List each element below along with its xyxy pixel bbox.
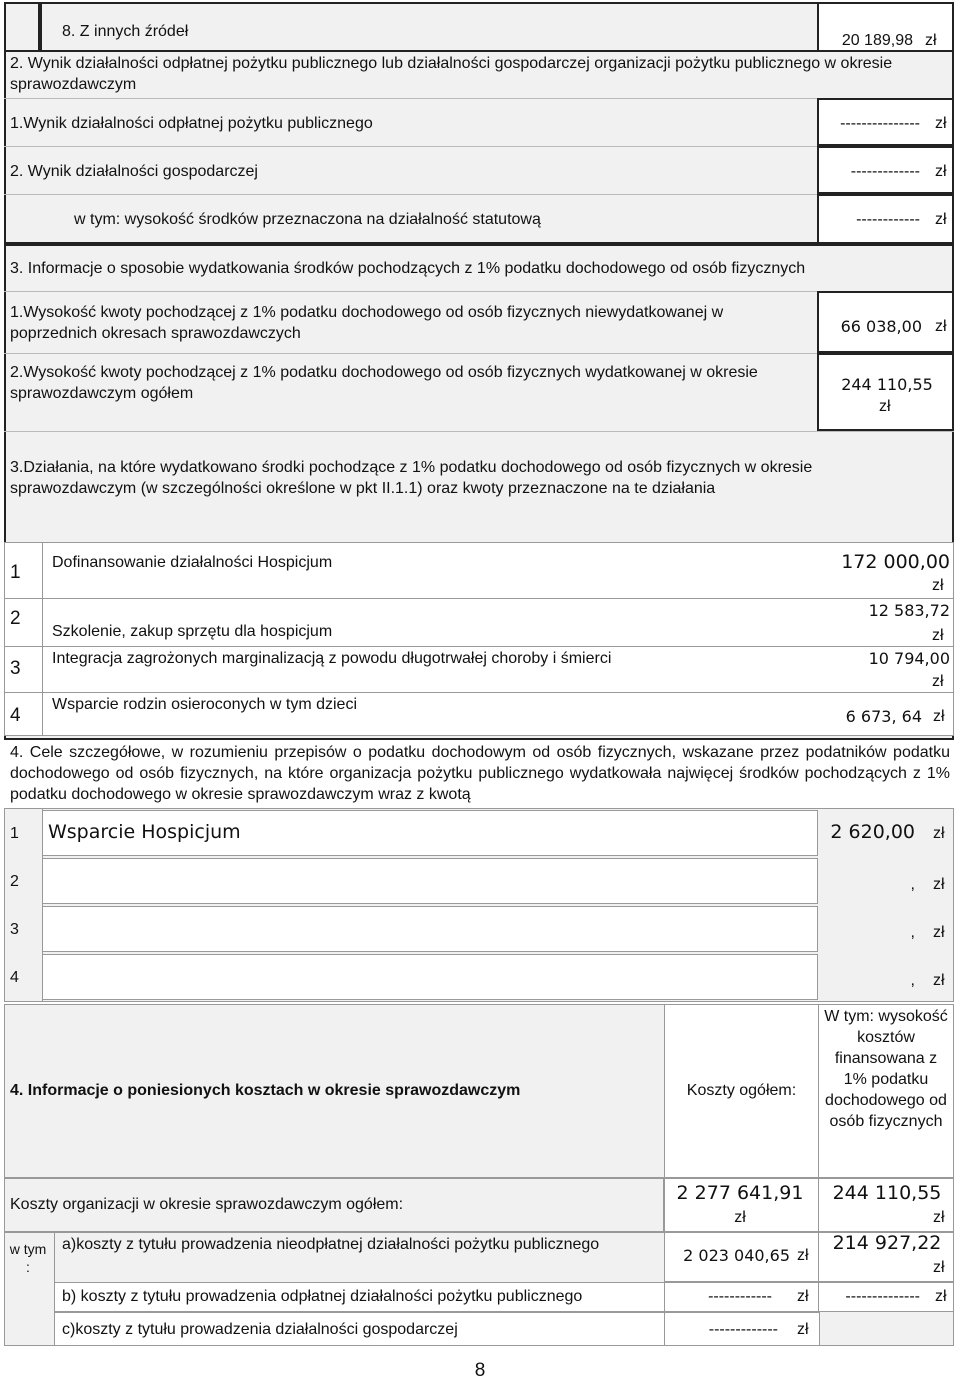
other-sources-currency: zł — [925, 32, 937, 49]
costs-paid-label: b) koszty z tytułu prowadzenia odpłatnej działalności pożytku publicznego — [62, 1288, 583, 1305]
activity-amount: 6 673, 64 — [845, 707, 922, 726]
goal-currency: zł — [933, 924, 945, 941]
activity-label: Wsparcie rodzin osieroconych w tym dzieci — [52, 696, 357, 713]
unspent-1pct-prev-currency: zł — [935, 318, 947, 335]
costs-paid-1pct-amount: -------------- — [845, 1288, 920, 1305]
detailed-goals-header: 4. Cele szczegółowe, w rozumieniu przepisów o podatku dochodowym od osób fizycznych, wskazane przez podatników podatku dochodowego od osób fizycznych, na które organizacja pożytku publicznego wydatkowała najwięcej środków pochodzących z 1% podatku dochodowego w okresie sprawozdawczym wraz z kwotą — [10, 744, 950, 803]
activity-number: 4 — [10, 705, 21, 726]
result-business-amount: ------------- — [850, 163, 920, 180]
activity-currency: zł — [932, 627, 944, 644]
costs-nonprofit-1pct-currency: zł — [933, 1259, 945, 1276]
statutory-allocation-currency: zł — [935, 211, 947, 228]
costs-total-label: Koszty organizacji w okresie sprawozdawczym ogółem: — [10, 1196, 404, 1213]
costs-1pct-heading: W tym: wysokość kosztów finansowana z 1% podatku dochodowego od osób fizycznych — [824, 1008, 948, 1130]
spent-1pct-total-label: 2.Wysokość kwoty pochodzącej z 1% podatku dochodowego od osób fizycznych wydatkowanej w okresie sprawozdawczym ogółem — [10, 364, 758, 402]
unspent-1pct-prev-label: 1.Wysokość kwoty pochodzącej z 1% podatku dochodowego od osób fizycznych niewydatkowanej w poprzednich okresach sprawozdawczych — [10, 304, 724, 342]
spent-1pct-total-amount: 244 110,55 — [841, 375, 933, 394]
activity-amount: 12 583,72 — [868, 601, 950, 620]
costs-total-heading: Koszty ogółem: — [686, 1082, 797, 1099]
activity-amount: 172 000,00 — [841, 551, 950, 573]
goal-number: 2 — [10, 873, 19, 890]
result-business-currency: zł — [935, 163, 947, 180]
other-sources-label: 8. Z innych źródeł — [62, 23, 189, 40]
goal-amount: , — [910, 876, 915, 893]
goal-currency: zł — [933, 972, 945, 989]
costs-nonprofit-amount: 2 023 040,65 — [683, 1246, 790, 1265]
page-number: 8 — [474, 1360, 486, 1381]
activity-number: 3 — [10, 658, 21, 679]
activities-header: 3.Działania, na które wydatkowano środki pochodzące z 1% podatku dochodowego od osób fizycznych w okresie sprawozdawczym (w szczególności określone w pkt II.1.1) oraz kwoty przeznaczone na te działania — [10, 459, 813, 497]
activity-number: 1 — [10, 562, 21, 583]
costs-1pct-currency: zł — [933, 1209, 945, 1226]
spent-1pct-total-currency: zł — [879, 398, 891, 415]
costs-section-title: 4. Informacje o poniesionych kosztach w okresie sprawozdawczym — [10, 1082, 521, 1099]
wtym-label: w tym : — [9, 1241, 47, 1275]
costs-nonprofit-currency: zł — [797, 1247, 809, 1264]
section-3-header: 3. Informacje o sposobie wydatkowania środków pochodzących z 1% podatku dochodowego od osób fizycznych — [10, 260, 806, 277]
goal-label: Wsparcie Hospicjum — [48, 821, 241, 843]
activity-label: Szkolenie, zakup sprzętu dla hospicjum — [52, 623, 333, 640]
goal-number: 1 — [10, 825, 19, 842]
activity-currency: zł — [933, 708, 945, 725]
activity-number: 2 — [10, 608, 21, 629]
other-sources-amount: 20 189,98 — [841, 32, 913, 49]
unspent-1pct-prev-amount: 66 038,00 — [840, 317, 922, 336]
activity-currency: zł — [932, 673, 944, 690]
activity-currency: zł — [932, 577, 944, 594]
result-paid-activity-amount: --------------- — [840, 115, 920, 132]
costs-1pct-amount: 244 110,55 — [832, 1182, 942, 1204]
activity-label: Dofinansowanie działalności Hospicjum — [52, 554, 333, 571]
goal-number: 4 — [10, 969, 19, 986]
activity-amount: 10 794,00 — [868, 649, 950, 668]
costs-paid-currency: zł — [797, 1288, 809, 1305]
result-paid-activity-label: 1.Wynik działalności odpłatnej pożytku publicznego — [10, 115, 373, 132]
activity-label: Integracja zagrożonych marginalizacją z powodu długotrwałej choroby i śmierci — [52, 650, 612, 667]
costs-business-amount: ------------- — [708, 1321, 778, 1338]
statutory-allocation-amount: ------------ — [856, 211, 920, 228]
statutory-allocation-label: w tym: wysokość środków przeznaczona na działalność statutową — [74, 211, 541, 228]
goal-currency: zł — [933, 876, 945, 893]
goal-amount: 2 620,00 — [830, 821, 915, 843]
goal-amount: , — [910, 924, 915, 941]
costs-total-currency: zł — [734, 1209, 746, 1226]
goal-amount: , — [910, 972, 915, 989]
costs-paid-1pct-currency: zł — [935, 1288, 947, 1305]
goal-currency: zł — [933, 825, 945, 842]
result-business-label: 2. Wynik działalności gospodarczej — [10, 163, 258, 180]
costs-total-amount: 2 277 641,91 — [676, 1182, 804, 1204]
costs-paid-amount: ------------ — [708, 1288, 772, 1305]
result-paid-activity-currency: zł — [935, 115, 947, 132]
costs-business-currency: zł — [797, 1321, 809, 1338]
section-2-header: 2. Wynik działalności odpłatnej pożytku publicznego lub działalności gospodarczej organizacji pożytku publicznego w okresie sprawozdawczym — [10, 55, 893, 93]
goal-number: 3 — [10, 921, 19, 938]
costs-business-label: c)koszty z tytułu prowadzenia działalności gospodarczej — [62, 1321, 458, 1338]
costs-nonprofit-label: a)koszty z tytułu prowadzenia nieodpłatnej działalności pożytku publicznego — [62, 1236, 600, 1253]
costs-nonprofit-1pct-amount: 214 927,22 — [832, 1232, 942, 1254]
